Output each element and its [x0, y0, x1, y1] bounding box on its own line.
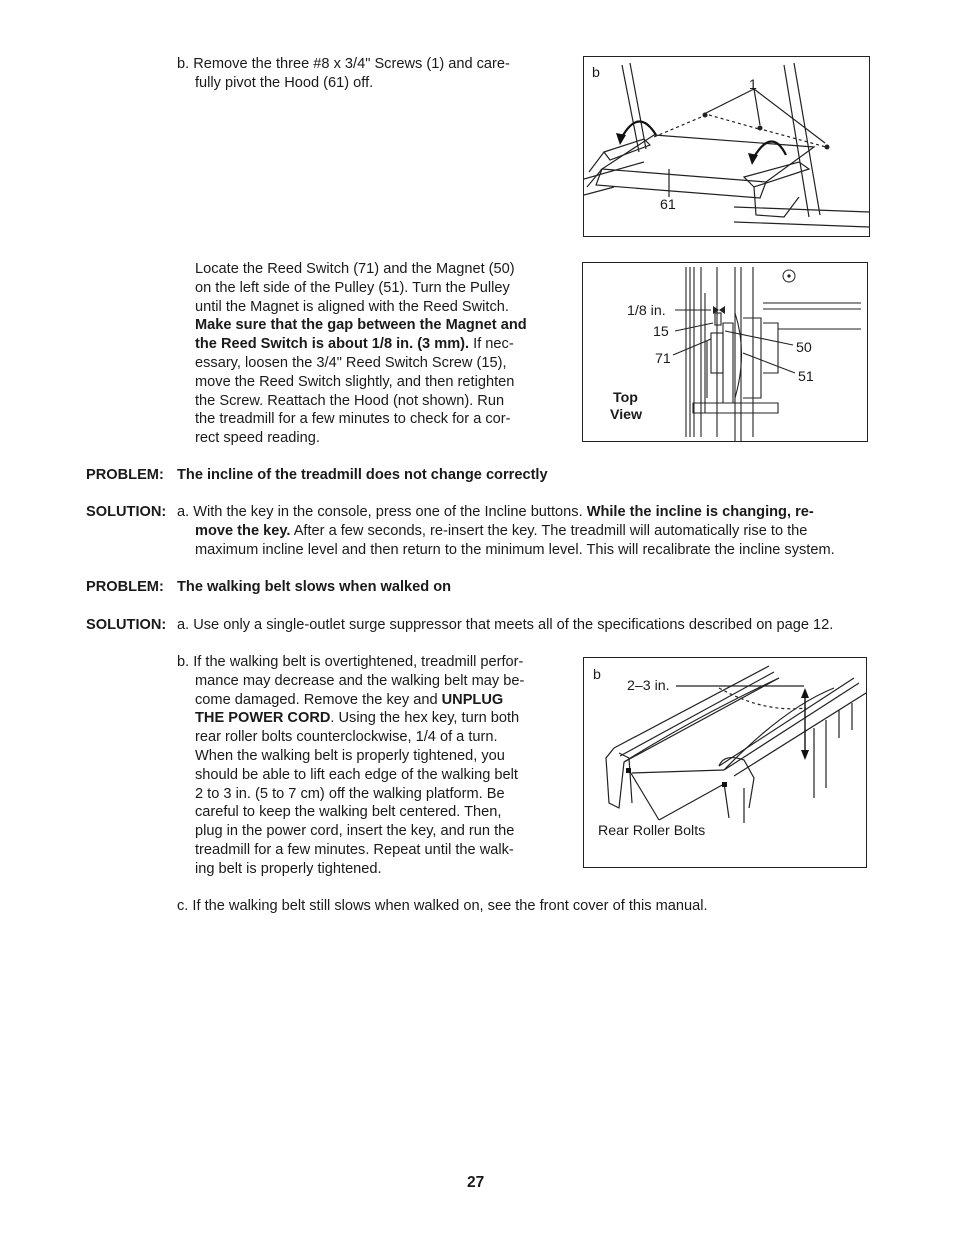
callout-screws-1: 1 — [749, 77, 757, 93]
text-plain: a. With the key in the console, press one of the Incline buttons. — [177, 504, 587, 520]
reed-switch-text — [195, 260, 527, 448]
text-line: fully pivot the Hood (61) off. — [195, 74, 374, 91]
text-line: Locate the Reed Switch (71) and the Magnet (50) — [195, 261, 515, 277]
text-bold: UNPLUG — [441, 691, 504, 708]
text-plain: If nec- — [469, 336, 514, 353]
text-bold: While the incline is changing, re- — [586, 504, 814, 520]
text-line: When the walking belt is properly tightened, you — [195, 747, 505, 764]
text-line: 2 to 3 in. (5 to 7 cm) off the walking platform. Be — [195, 785, 505, 802]
text-line: mance may decrease and the walking belt may be- — [195, 672, 525, 689]
figure-belt-tension — [583, 657, 867, 868]
text-plain: come damaged. Remove the key and — [195, 691, 442, 708]
callout-gap: 1/8 in. — [627, 303, 666, 319]
text-bold: move the key. — [195, 522, 291, 539]
step-b-belt-text — [177, 653, 524, 879]
problem-text: The incline of the treadmill does not change correctly — [177, 467, 548, 483]
figure-hood-removal — [583, 56, 870, 237]
text-line: careful to keep the walking belt centered. Then, — [195, 804, 502, 821]
text-line: ing belt is properly tightened. — [195, 860, 382, 877]
text-line: plug in the power cord, insert the key, and run the — [195, 823, 515, 840]
solution-incline-text — [177, 503, 835, 559]
text-bold: the Reed Switch is about 1/8 in. (3 mm). — [195, 336, 470, 353]
callout-magnet-50: 50 — [796, 340, 812, 356]
solution-label: SOLUTION: — [86, 617, 167, 633]
text-line: rear roller bolts counterclockwise, 1/4 of a turn. — [195, 729, 498, 746]
hood-illustration — [584, 57, 869, 236]
callout-screw-15: 15 — [653, 324, 669, 340]
solution-label: SOLUTION: — [86, 504, 167, 520]
text-line: the Screw. Reattach the Hood (not shown). Run — [195, 392, 505, 409]
text-line: until the Magnet is aligned with the Reed Switch. — [195, 298, 509, 315]
text-line: rect speed reading. — [195, 430, 320, 447]
view-label: View — [610, 407, 643, 423]
text-line: move the Reed Switch slightly, and then retighten — [195, 373, 515, 390]
page-number: 27 — [467, 1174, 485, 1191]
callout-reed-switch-71: 71 — [655, 351, 671, 367]
callout-lift: 2–3 in. — [627, 678, 670, 694]
text-line: should be able to lift each edge of the walking belt — [195, 766, 518, 783]
text-line: on the left side of the Pulley (51). Turn the Pulley — [195, 279, 510, 296]
problem-label: PROBLEM: — [86, 579, 164, 595]
text-line: essary, loosen the 3/4" Reed Switch Screw (15), — [195, 354, 507, 371]
text-line-bold: Make sure that the gap between the Magnet and — [195, 317, 527, 334]
figure-reed-switch — [582, 262, 868, 442]
text-line: maximum incline level and then return to the minimum level. This will recalibrate the incline system. — [195, 541, 835, 558]
problem-label: PROBLEM: — [86, 467, 164, 483]
figure-step-label: b — [592, 65, 600, 81]
text-line: b. If the walking belt is overtightened, treadmill perfor- — [177, 654, 524, 670]
callout-rear-roller-bolts: Rear Roller Bolts — [598, 823, 706, 839]
callout-hood-61: 61 — [660, 197, 676, 213]
problem-text: The walking belt slows when walked on — [177, 579, 452, 595]
text-plain: . Using the hex key, turn both — [330, 710, 520, 727]
text-line: treadmill for a few minutes. Repeat until the walk- — [195, 841, 514, 858]
step-b-hood-text — [177, 55, 510, 93]
text-line: the treadmill for a few minutes to check for a cor- — [195, 411, 511, 428]
callout-pulley-51: 51 — [798, 369, 814, 385]
figure-step-label: b — [593, 667, 601, 683]
solution-surge-text: a. Use only a single-outlet surge suppressor that meets all of the specifications described on page 12. — [177, 617, 834, 633]
text-plain: After a few seconds, re-insert the key. The treadmill will automatically rise to the — [290, 522, 808, 539]
text-bold: THE POWER CORD — [195, 710, 331, 727]
view-label: Top — [613, 390, 638, 406]
step-c-text: c. If the walking belt still slows when walked on, see the front cover of this manual. — [177, 898, 708, 914]
text-line: b. Remove the three #8 x 3/4" Screws (1) and care- — [177, 56, 510, 72]
